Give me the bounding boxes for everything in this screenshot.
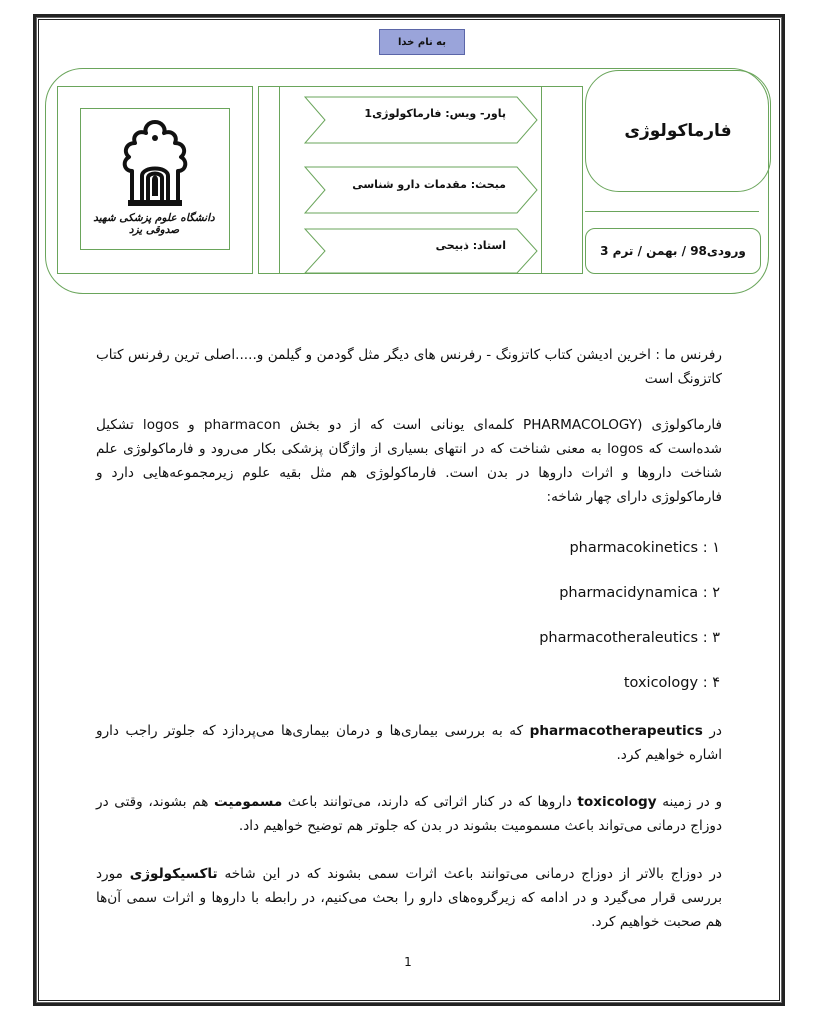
p2-word-logos: logos [142, 417, 180, 433]
p5-word-toxicology-fa: تاکسیکولوژی [129, 866, 218, 882]
info-cell-right-divider [541, 87, 542, 273]
arrow-shape-1 [303, 95, 539, 145]
list-item: pharmacidynamica : ۲ [559, 585, 720, 601]
p4-text-1: و در زمینه [656, 794, 723, 810]
list-term: pharmacokinetics [569, 540, 699, 556]
university-emblem-icon [108, 116, 202, 212]
paragraph-toxicology [96, 790, 722, 838]
p4-text-2: داروها که در کنار اثراتی که دارند، می‌توانند باعث [282, 794, 578, 810]
p5-text-2: مورد بررسی قرار می‌گیرد و در ادامه که زیرگروه‌های دارو را بحث می‌کنیم، در رابطه با داروها و اثرات سمی آن‌ها هم صحبت خواهیم کرد. [96, 866, 722, 930]
course-title-oval [585, 70, 771, 192]
p5-text-1: در دوزاج بالاتر از دوزاج درمانی می‌توانند باعث اثرات سمی بشوند که در این شاخه [217, 866, 722, 882]
p4-word-toxicology: toxicology [577, 794, 657, 810]
list-number: ۲ [712, 585, 720, 601]
info-cell-left-divider [279, 87, 280, 273]
paragraph-therapeutics [96, 719, 722, 767]
arrow-label-instructor: استاد: ذبیحی [435, 239, 506, 252]
arrow-label-course: پاور- ویس: فارماکولوژی1 [364, 107, 506, 120]
p4-word-poisoning: مسمومیت [214, 794, 283, 810]
p2-text-3: و [179, 417, 204, 433]
entry-info-box [585, 228, 761, 274]
logo-caption: دانشگاه علوم پزشکی شهید صدوقی یزد [93, 212, 215, 236]
list-term: pharmacotheraleutics [539, 630, 699, 646]
page-number: 1 [404, 955, 412, 969]
p2-text-4: تشکیل شده‌است که [96, 417, 722, 457]
course-title: فارماکولوژی [624, 121, 732, 141]
title-box [379, 29, 465, 55]
title-box-text: به نام خدا [397, 36, 447, 48]
list-number: ۳ [712, 630, 720, 646]
p3-word-therapeutics: pharmacotherapeutics [529, 723, 703, 739]
entry-info-text: ورودی98 / بهمن / ترم 3 [600, 244, 746, 258]
paragraph-definition [96, 413, 722, 509]
list-number: ۴ [712, 675, 720, 691]
list-item: toxicology : ۴ [623, 675, 720, 691]
p2-word-pharmacology: PHARMACOLOGY [523, 417, 638, 433]
p3-text-2: که به بررسی بیماری‌ها و درمان بیماری‌ها می‌پردازد که جلوتر راجب دارو اشاره خواهیم کرد. [96, 723, 722, 763]
list-item: pharmacokinetics : ۱ [569, 540, 720, 556]
list-term: toxicology [623, 675, 699, 691]
p2-word-pharmacon: pharmacon [203, 417, 281, 433]
list-item: pharmacotheraleutics : ۳ [539, 630, 720, 646]
p3-text-1: در [702, 723, 722, 739]
p2-text-2: کلمه‌ای یونانی است که از دو بخش [280, 417, 523, 433]
paragraph-toxic-effects [96, 862, 722, 934]
p2-text-1: فارماکولوژی ( [637, 417, 722, 433]
paragraph-reference: رفرنس ما : اخرین ادیشن کتاب کاتزونگ - رفرنس های دیگر مثل گودمن و گیلمن و.....اصلی ترین رفرنس کتاب کاتزونگ است [96, 347, 722, 387]
p2-word-logos-2: logos [607, 441, 644, 457]
list-number: ۱ [712, 540, 720, 556]
p4-text-3: هم بشوند، وقتی در دوزاج درمانی می‌تواند باعث مسمومیت بشوند در بدن که جلوتر هم توضیح خواهیم داد. [96, 794, 722, 834]
header-divider-line [585, 211, 759, 212]
p2-text-5: به معنی شناخت که در انتهای بسیاری از واژگان پزشکی بکار می‌رود و فارماکولوژی علم شناخت داروها و اثرات داروها در بدن است. فارماکولوژی هم مثل بقیه علوم زیرمجموعه‌هایی دارد و فارماکولوژی دارای چهار شاخه: [96, 441, 722, 505]
list-term: pharmacidynamica [559, 585, 699, 601]
arrow-label-topic: مبحث: مقدمات دارو شناسی [352, 178, 506, 191]
